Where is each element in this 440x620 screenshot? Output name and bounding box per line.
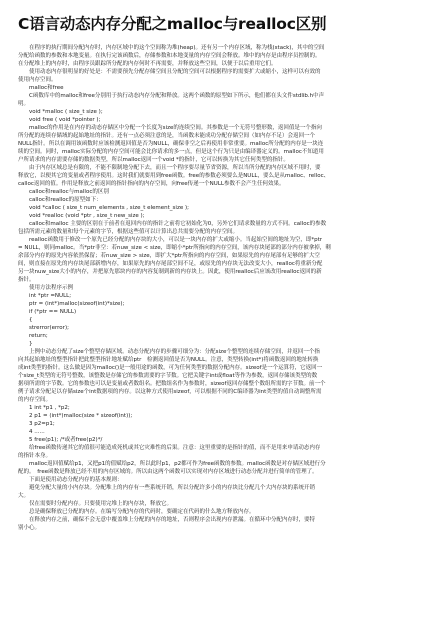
text-line: void *malloc ( size_t size ); <box>18 109 103 115</box>
text-line: if (*ptr == NULL) <box>18 309 77 315</box>
text-line: 由于内存区域总是有限的，不能不限制地分配下去，而且一个程序要尽量节省资源，所以当所分配的内存区域不用时，要 <box>18 165 321 171</box>
text-line: 成int类型的指针。这么做是因为malloc()是一般用途的函数，可为任何类型的数据分配内存。sizeof是一个运算符，它返回一 <box>18 365 323 371</box>
text-line: 给free函数传递其它的值很可能造成死机或其它灾难性的后果。注意：这里重要的是指针的值，而不是用来申请动态内存 <box>18 445 321 451</box>
text-line: 据项所需的字节数。它的参数也可以是变量或者数组名。把数组名作为参数时，sizeof返回存储整个数组所需的字节数。前一个 <box>18 381 326 387</box>
text-line: NULL指针。所以在调用该函数时应该检测返回值是否为NULL，确保非空之后再使用非常重要。malloc所分配的内存是一块连 <box>18 141 324 147</box>
text-line: 分配给函数的参数和本地变量。在执行完该函数后，存储参数和本地变量的内存空间会释放。堆中的内存是由程序员控制的。 <box>18 53 321 59</box>
text-line: 余部分内存的原先内容依然保留；若nuw_size > size，即扩大*ptr所指向的内存空间，如果原先的内存尾部有足够的扩大空 <box>18 253 320 259</box>
text-line: { <box>18 317 33 323</box>
text-line: 明。 <box>18 101 30 107</box>
text-line: 在程序的执行期间分配内存时，内存区域中的这个空间称为堆(heap)。还有另一个内存区域，称为栈(stack)，其中的空间 <box>18 45 325 51</box>
text-line: void *realloc (void *ptr , size_t new_size ); <box>18 213 145 219</box>
text-line: 所分配的连续存储域的起始地址的指针。还有一点必须注意的是，当函数未能成功分配存储空间（如内存不足）会返回一个 <box>18 133 316 139</box>
text-line: 5 free(p1); /*或者free(p2)*/ <box>18 437 103 443</box>
text-line: 个size_t类型的无符号整数，该整数是存储它的参数需要的字节数。它把关键字int或float等作为参数，返回存储该类型的数 <box>18 373 318 379</box>
text-line: 上例中动态分配了size个整型存储区域。动态分配内存的步骤可细分为：分配size个整型的连续存储空间，并返回一个指 <box>18 349 320 355</box>
text-line: = NULL，则同malloc。当*ptr非空：若nuw_size < size，即缩小*ptr所指向的内存空间，该内存块尾部的部分内存被拿掉，剩 <box>18 245 331 251</box>
text-line: C函数库中的malloc和free分别用于执行动态内存分配和释放。这两个函数的原型如下所示，他们都在头文件stdlib.h中声 <box>18 93 325 99</box>
text-line: 包括所需元素的数量和每个元素的字节，根据这些值可以计算出总共需要分配的内存空间。 <box>18 229 239 235</box>
text-line: 3 p2=p1; <box>18 421 55 427</box>
text-line: 在释放内存之前，确保不会无意中覆盖堆上分配的内存的地址，否则程序会出现内存泄漏。在循环中分配内存时，要特 <box>18 517 316 523</box>
text-line: 避免分配大量的小内存块。分配堆上的内存有一些系统开销，所以分配许多小的内存块比分配几个大内存块的系统开销 <box>18 485 316 491</box>
page-title: C语言动态内存分配之malloc与realloc区别 <box>18 15 327 33</box>
text-line: 别小心。 <box>18 525 41 531</box>
text-line: 配的。 free函数是释放已经不用的内存区域的。所以由这两个函数可以实现对内存区域进行动态分配并进行简单的管理了。 <box>18 469 318 475</box>
article-body <box>18 44 424 532</box>
text-line: 使用内存空间。 <box>18 77 57 83</box>
text-line: void free ( void *pointer ); <box>18 117 101 123</box>
text-line: malloc的作用是在内存的动态存储区中分配一个长度为size的连续空间。其参数是一个无符号整形数，返回值是一个指向 <box>18 125 322 131</box>
text-line: 2 p1 = (int*)malloc(size * sizeof(int)); <box>18 413 133 419</box>
text-line: 的指针本身。 <box>18 453 52 459</box>
text-line: 总是确保释放已分配的内存。在编写分配内存的代码时，要确定在代码的什么地方释放内存。 <box>18 509 255 515</box>
text-line: malloc和free <box>18 85 64 91</box>
text-line: void *calloc ( size_t num_elements , size_t element_size ); <box>18 205 189 211</box>
text-line: 仅在需要时分配内存。只要使用完堆上的内存块，释放它。 <box>18 501 173 507</box>
text-line: calloc和malloc 主要的区别在于前者在返回内存的指针之前将它初始化为0，另外它们请求数量的方式不同。calloc的参数 <box>18 221 327 227</box>
text-line: calloc和realloc与malloc的区别 <box>18 189 109 195</box>
text-line: malloc返回值赋给p1，又把p1的值赋给p2，所以此时p1，p2都可作为free函数的参数。malloc函数是对存储区域进行分 <box>18 461 326 467</box>
text-line: 户所请求的内存需要存储的数据类型，所以malloc返回一个void *的指针，它可以转换为其它任何类型的指针。 <box>18 157 289 163</box>
text-line: 例子请求分配足以存储size个int数据项的内存。以这种方式使用sizeof，可以根据不同的C编译器为int类型的值自动调整所需 <box>18 389 322 395</box>
text-line: int *ptr =NULL; <box>18 293 72 299</box>
text-line: calloc返回的值。作用是释放之前返回的指针指向的内存空间，向free传递一个NULL参数不会产生任何效果。 <box>18 181 285 187</box>
text-line: 续的空间。同时，malloc实际分配的内存空间可能会比你请求的多一点，但是这个行为只是由编译器定义的。malloc不知道用 <box>18 149 324 155</box>
text-line: 下面是使用动态分配内存的基本规则： <box>18 477 123 483</box>
text-line: strerror(error); <box>18 325 69 331</box>
text-line: 的内存空间。 <box>18 397 52 403</box>
text-line: realloc函数用于修改一个原先已经分配的内存块的大小，可以是一块内存的扩大或缩小。当起始空间的地址为空，即*ptr <box>18 237 323 243</box>
text-line: 使用动态内存很明显的好处是：不需要预先分配存储空间且分配的空间可以根据程序的需要扩大或缩小，这样可以有效的 <box>18 69 321 75</box>
text-line: calloc和realloc的原型如下： <box>18 197 102 203</box>
text-line: 在分配堆上的内存时，由程序员跟踪所分配的内存何时不再需要，并释放这些空间，以便于以后重用它们。 <box>18 61 277 67</box>
text-line: 间，则直接在原先的内存块尾部新增内存，如果原先的内存尾部空间不足，或原先的内存块无法改变大小，realloc将重新分配 <box>18 261 323 267</box>
text-line: 大。 <box>18 493 30 499</box>
text-line: 释放它，以便其它的变量或者程序使用。这时我们就要用到free函数。free的参数必须要么是NULL，要么是从malloc、relloc、 <box>18 173 330 179</box>
text-line: 4 ...... <box>18 429 45 435</box>
text-line: 使用方法程序示例 <box>18 285 74 291</box>
text-line: 指针。 <box>18 277 35 283</box>
text-line: } <box>18 341 33 347</box>
text-line: ptr = (int*)malloc(sizeof(int)*size); <box>18 301 125 307</box>
text-line: 1 int *p1 , *p2; <box>18 405 70 411</box>
text-line: return; <box>18 333 48 339</box>
text-line: 向其起始地址的整型指针把此整型指针地址赋给ptr 检测返回值是否为NULL。注意，类型转换(int*)将函数返回的地址转换 <box>18 357 319 363</box>
text-line: 另一块nuw_size大小的内存，并把原先那块内存的内容复制到新的内存块上。因此，使用realloc后应该改用realloc返回的新 <box>18 269 322 275</box>
